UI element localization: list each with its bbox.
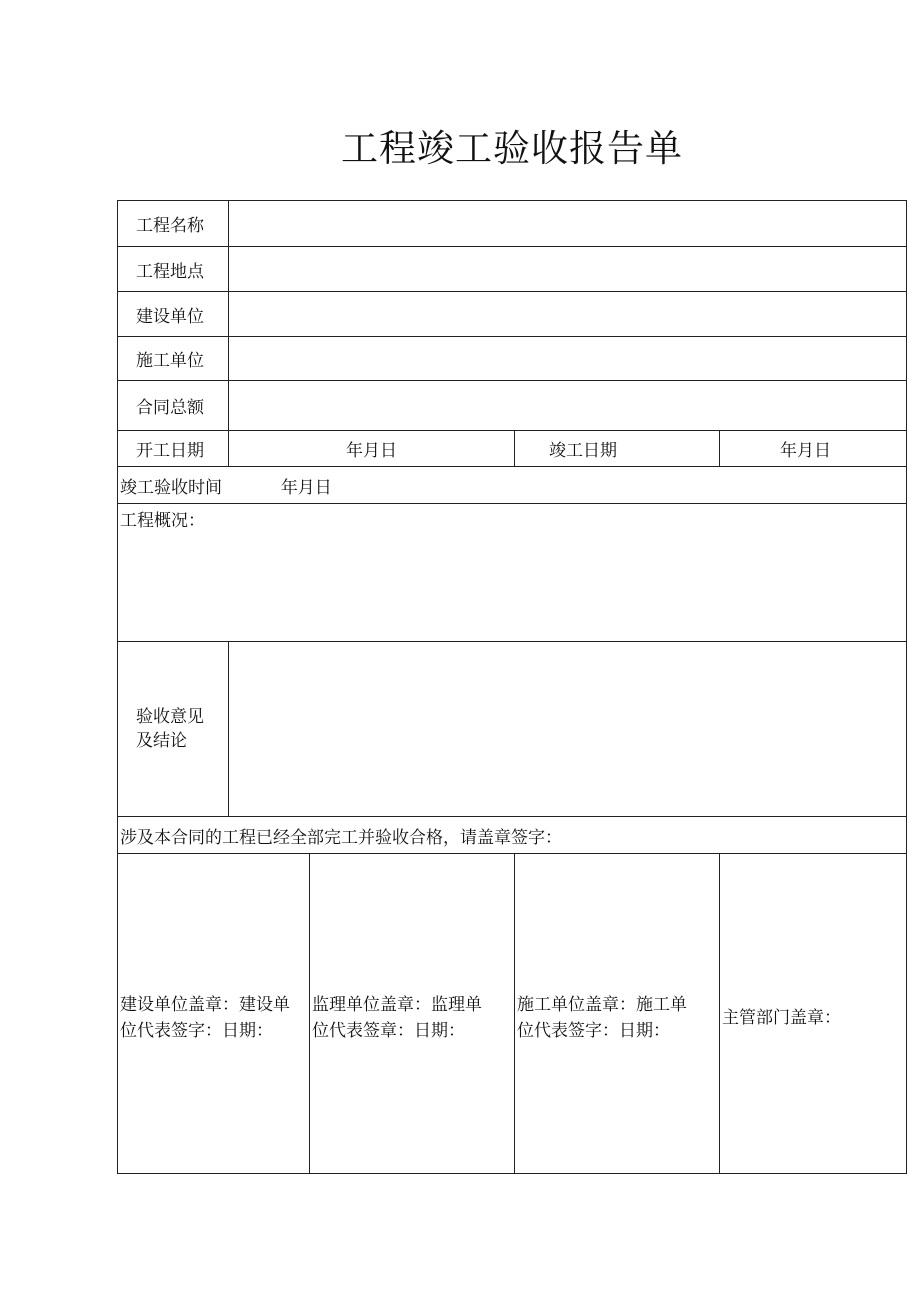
- acceptance-form-table: [117, 200, 907, 1174]
- row-statement: [118, 817, 907, 854]
- overview-label: 工程概况：: [120, 511, 205, 531]
- project-name-field[interactable]: [229, 201, 907, 247]
- completion-date-field[interactable]: 年月日: [720, 431, 907, 467]
- opinion-label-line2: 及结论: [136, 731, 187, 751]
- start-date-label: 开工日期: [118, 431, 229, 467]
- completion-date-label: 竣工日期: [515, 431, 720, 467]
- contractor-signature-cell[interactable]: [515, 854, 720, 1174]
- contractor-field[interactable]: [229, 337, 907, 381]
- acceptance-time-cell: [118, 467, 907, 504]
- opinion-field[interactable]: [229, 642, 907, 817]
- construction-owner-label: 建设单位: [118, 292, 229, 337]
- statement-text: 涉及本合同的工程已经全部完工并验收合格，请盖章签字：: [118, 817, 907, 854]
- document-title: 工程竣工验收报告单: [341, 127, 683, 170]
- construction-owner-field[interactable]: [229, 292, 907, 337]
- row-construction-owner: [118, 292, 907, 337]
- project-location-field[interactable]: [229, 247, 907, 292]
- row-dates: [118, 431, 907, 467]
- row-contractor: [118, 337, 907, 381]
- contractor-label: 施工单位: [118, 337, 229, 381]
- owner-signature-line2: 位代表签字：日期：: [120, 1020, 273, 1041]
- row-project-name: [118, 201, 907, 247]
- supervisor-signature-line1: 监理单位盖章：监理单: [312, 994, 482, 1015]
- project-location-label: 工程地点: [118, 247, 229, 292]
- row-contract-total: [118, 381, 907, 431]
- start-date-field[interactable]: 年月日: [229, 431, 515, 467]
- acceptance-time-label: 竣工验收时间: [120, 477, 222, 498]
- row-project-location: [118, 247, 907, 292]
- overview-cell[interactable]: [118, 504, 907, 642]
- owner-signature-cell[interactable]: [118, 854, 310, 1174]
- supervisor-signature-line2: 位代表签章：日期：: [312, 1020, 465, 1041]
- authority-signature-cell[interactable]: [720, 854, 907, 1174]
- owner-signature-line1: 建设单位盖章：建设单: [120, 994, 290, 1015]
- opinion-label-line1: 验收意见: [136, 707, 204, 727]
- contractor-signature-line1: 施工单位盖章：施工单: [517, 994, 687, 1015]
- acceptance-time-field[interactable]: 年月日: [280, 477, 332, 498]
- project-name-label: 工程名称: [118, 201, 229, 247]
- row-opinion: [118, 642, 907, 817]
- contract-total-field[interactable]: [229, 381, 907, 431]
- contractor-signature-line2: 位代表签字：日期：: [517, 1020, 670, 1041]
- authority-signature-line1: 主管部门盖章：: [722, 1007, 841, 1028]
- contract-total-label: 合同总额: [118, 381, 229, 431]
- row-acceptance-time: [118, 467, 907, 504]
- opinion-label: [118, 642, 229, 817]
- row-signatures: [118, 854, 907, 1174]
- supervisor-signature-cell[interactable]: [310, 854, 515, 1174]
- row-overview: [118, 504, 907, 642]
